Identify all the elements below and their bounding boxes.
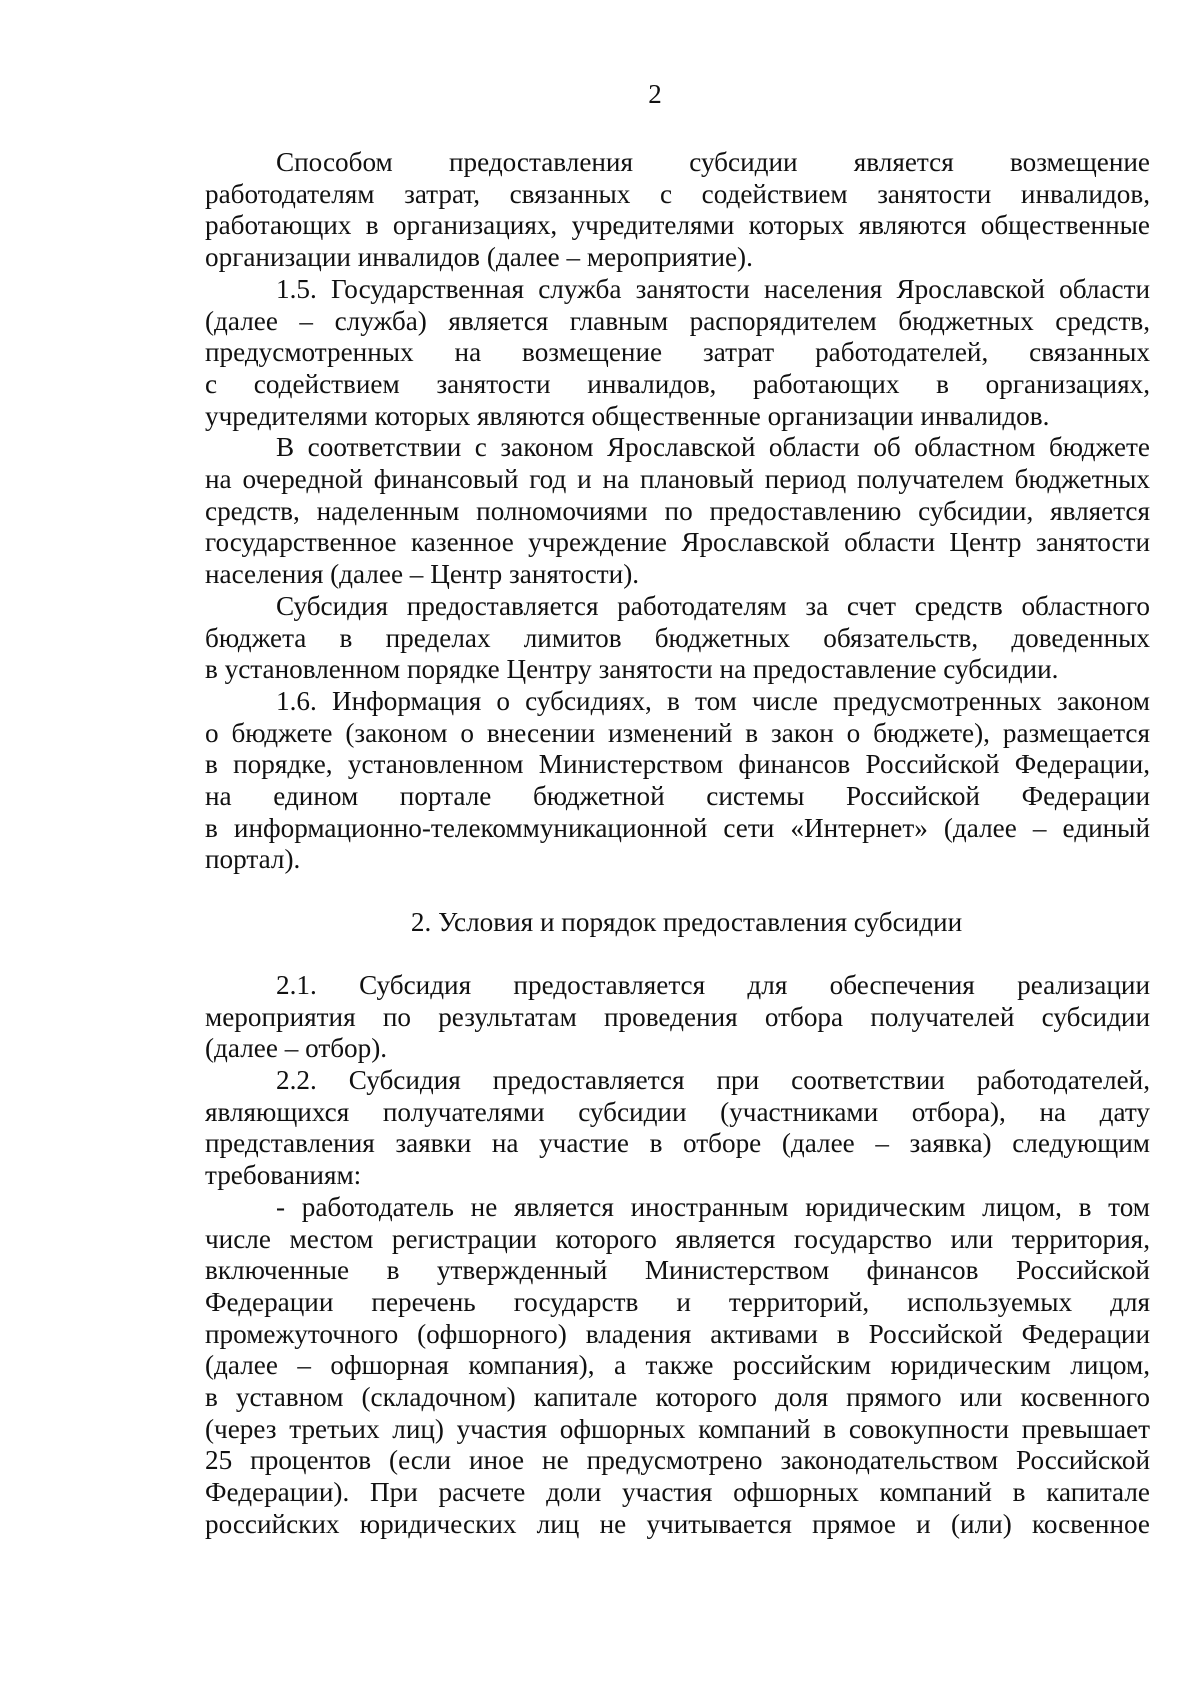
text-line: российских юридических лиц не учитывается прямое и (или) косвенное xyxy=(205,1508,1150,1539)
text-line: промежуточного (офшорного) владения активами в Российской Федерации xyxy=(205,1318,1150,1349)
paragraph-method xyxy=(205,147,1150,274)
text-line: в уставном (складочном) капитале которого доля прямого или косвенного xyxy=(205,1382,1150,1413)
text-line: требованиям: xyxy=(205,1160,362,1191)
paragraph-1-6 xyxy=(205,686,1150,876)
text-line: предусмотренных на возмещение затрат работодателей, связанных xyxy=(205,337,1150,368)
text-line: бюджета в пределах лимитов бюджетных обязательств, доведенных xyxy=(205,622,1150,653)
text-line: работодателям затрат, связанных с содействием занятости инвалидов, xyxy=(205,178,1150,209)
text-line: учредителями которых являются общественные организации инвалидов. xyxy=(205,400,1050,431)
spacer xyxy=(205,939,1150,970)
page-number: 2 xyxy=(648,79,662,109)
paragraph-budget-law xyxy=(205,432,1150,591)
paragraph-2-1 xyxy=(205,970,1150,1065)
text-line: в информационно-телекоммуникационной сети «Интернет» (далее – единый xyxy=(205,812,1150,843)
text-line: государственное казенное учреждение Ярославской области Центр занятости xyxy=(205,527,1150,558)
text-line: на очередной финансовый год и на плановый период получателем бюджетных xyxy=(205,464,1150,495)
text-line: В соответствии с законом Ярославской области об областном бюджете xyxy=(276,432,1150,463)
text-line: 2.1. Субсидия предоставляется для обеспечения реализации xyxy=(276,969,1150,1000)
document-body xyxy=(205,147,1150,1541)
text-line: являющихся получателями субсидии (участниками отбора), на дату xyxy=(205,1096,1150,1127)
section-heading: 2. Условия и порядок предоставления субсидии xyxy=(410,907,963,938)
text-line: населения (далее – Центр занятости). xyxy=(205,559,640,590)
paragraph-requirement-offshore xyxy=(205,1192,1150,1541)
text-line: работающих в организациях, учредителями которых являются общественные xyxy=(205,210,1150,241)
text-line: портал). xyxy=(205,844,301,875)
text-line: Субсидия предоставляется работодателям за счет средств областного xyxy=(276,590,1150,621)
paragraph-1-5 xyxy=(205,274,1150,433)
text-line: мероприятия по результатам проведения отбора получателей субсидии xyxy=(205,1001,1150,1032)
text-line: на едином портале бюджетной системы Российской Федерации xyxy=(205,781,1150,812)
text-line: (далее – офшорная компания), а также российским юридическим лицом, xyxy=(205,1350,1150,1381)
text-line: 1.6. Информация о субсидиях, в том числе предусмотренных законом xyxy=(276,685,1150,716)
text-line: числе местом регистрации которого является государство или территория, xyxy=(205,1223,1150,1254)
text-line: в порядке, установленном Министерством финансов Российской Федерации, xyxy=(205,749,1150,780)
text-line: организации инвалидов (далее – мероприятие). xyxy=(205,242,753,273)
spacer xyxy=(205,876,1150,907)
text-line: 1.5. Государственная служба занятости населения Ярославской области xyxy=(276,273,1150,304)
paragraph-funding xyxy=(205,591,1150,686)
text-line: включенные в утвержденный Министерством финансов Российской xyxy=(205,1255,1150,1286)
text-line: в установленном порядке Центру занятости на предоставление субсидии. xyxy=(205,654,1059,685)
text-line: Федерации перечень государств и территорий, используемых для xyxy=(205,1286,1150,1317)
text-line: 2.2. Субсидия предоставляется при соответствии работодателей, xyxy=(276,1064,1150,1095)
text-line: о бюджете (законом о внесении изменений в закон о бюджете), размещается xyxy=(205,717,1150,748)
text-line: 25 процентов (если иное не предусмотрено законодательством Российской xyxy=(205,1445,1150,1476)
text-line: (через третьих лиц) участия офшорных компаний в совокупности превышает xyxy=(205,1413,1150,1444)
text-line: - работодатель не является иностранным юридическим лицом, в том xyxy=(276,1191,1150,1222)
paragraph-2-2 xyxy=(205,1065,1150,1192)
text-line: представления заявки на участие в отборе (далее – заявка) следующим xyxy=(205,1128,1150,1159)
text-line: Способом предоставления субсидии является возмещение xyxy=(276,147,1150,177)
text-line: (далее – отбор). xyxy=(205,1033,388,1064)
text-line: средств, наделенным полномочиями по предоставлению субсидии, является xyxy=(205,495,1150,526)
text-line: Федерации). При расчете доли участия офшорных компаний в капитале xyxy=(205,1477,1150,1508)
text-line: с содействием занятости инвалидов, работающих в организациях, xyxy=(205,368,1150,399)
text-line: (далее – служба) является главным распорядителем бюджетных средств, xyxy=(205,305,1150,336)
